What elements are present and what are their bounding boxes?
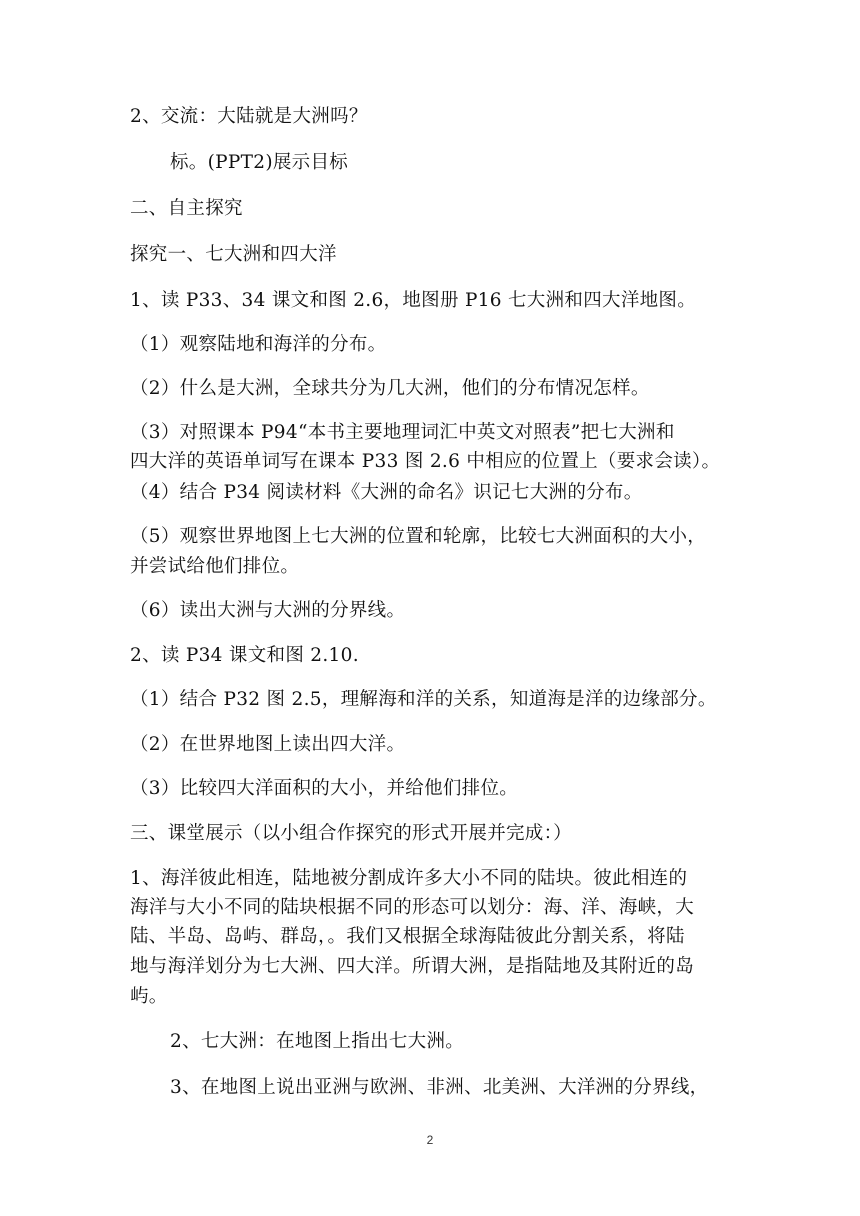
text-line-boundaries: 3、在地图上说出亚洲与欧洲、非洲、北美洲、大洋洲的分界线， bbox=[170, 1077, 709, 1098]
text-line-item-3b: 四大洋的英语单词写在课本 P33 图 2.6 中相应的位置上（要求会读）。 bbox=[130, 451, 721, 472]
section-heading-class-display: 三、课堂展示（以小组合作探究的形式开展并完成：） bbox=[130, 823, 572, 844]
text-line-seven-continents: 2、七大洲：在地图上指出七大洲。 bbox=[170, 1031, 465, 1052]
text-line-para-1d: 地与海洋划分为七大洲、四大洋。所谓大洲，是指陆地及其附近的岛 bbox=[130, 956, 695, 977]
text-line-item-4: （4）结合 P34 阅读材料《大洲的命名》识记七大洲的分布。 bbox=[130, 482, 643, 503]
text-line-ocean-item-3: （3）比较四大洋面积的大小，并给他们排位。 bbox=[130, 778, 519, 799]
text-line-para-1a: 1、海洋彼此相连，陆地被分割成许多大小不同的陆块。彼此相连的 bbox=[130, 868, 688, 889]
text-line-ocean-item-2: （2）在世界地图上读出四大洋。 bbox=[130, 734, 406, 755]
text-line-item-3a: （3）对照课本 P94“本书主要地理词汇中英文对照表”把七大洲和 bbox=[130, 422, 675, 443]
text-line-read-p34: 2、读 P34 课文和图 2.10. bbox=[130, 645, 359, 666]
text-line-para-1e: 屿。 bbox=[130, 986, 168, 1007]
text-line-read-p33: 1、读 P33、34 课文和图 2.6，地图册 P16 七大洲和四大洋地图。 bbox=[130, 290, 697, 311]
text-line-item-5b: 并尝试给他们排位。 bbox=[130, 556, 300, 577]
section-heading-self-study: 二、自主探究 bbox=[130, 198, 243, 219]
text-line-item-6: （6）读出大洲与大洲的分界线。 bbox=[130, 600, 406, 621]
text-line-para-1c: 陆、半岛、岛屿、群岛，。我们又根据全球海陆彼此分割关系，将陆 bbox=[130, 926, 685, 947]
page-number: 2 bbox=[426, 1133, 434, 1147]
text-line-item-1: （1）观察陆地和海洋的分布。 bbox=[130, 334, 387, 355]
text-line-item-5a: （5）观察世界地图上七大洲的位置和轮廓，比较七大洲面积的大小， bbox=[130, 526, 707, 547]
subsection-heading-continents-oceans: 探究一、七大洲和四大洋 bbox=[130, 244, 337, 265]
text-line-goal: 标。(PPT2)展示目标 bbox=[170, 152, 349, 173]
text-line-exchange: 2、交流：大陆就是大洲吗？ bbox=[130, 106, 368, 127]
text-line-item-2: （2）什么是大洲，全球共分为几大洲，他们的分布情况怎样。 bbox=[130, 378, 650, 399]
text-line-para-1b: 海洋与大小不同的陆块根据不同的形态可以划分：海、洋、海峡，大 bbox=[130, 897, 695, 918]
text-line-ocean-item-1: （1）结合 P32 图 2.5，理解海和洋的关系，知道海是洋的边缘部分。 bbox=[130, 689, 717, 710]
